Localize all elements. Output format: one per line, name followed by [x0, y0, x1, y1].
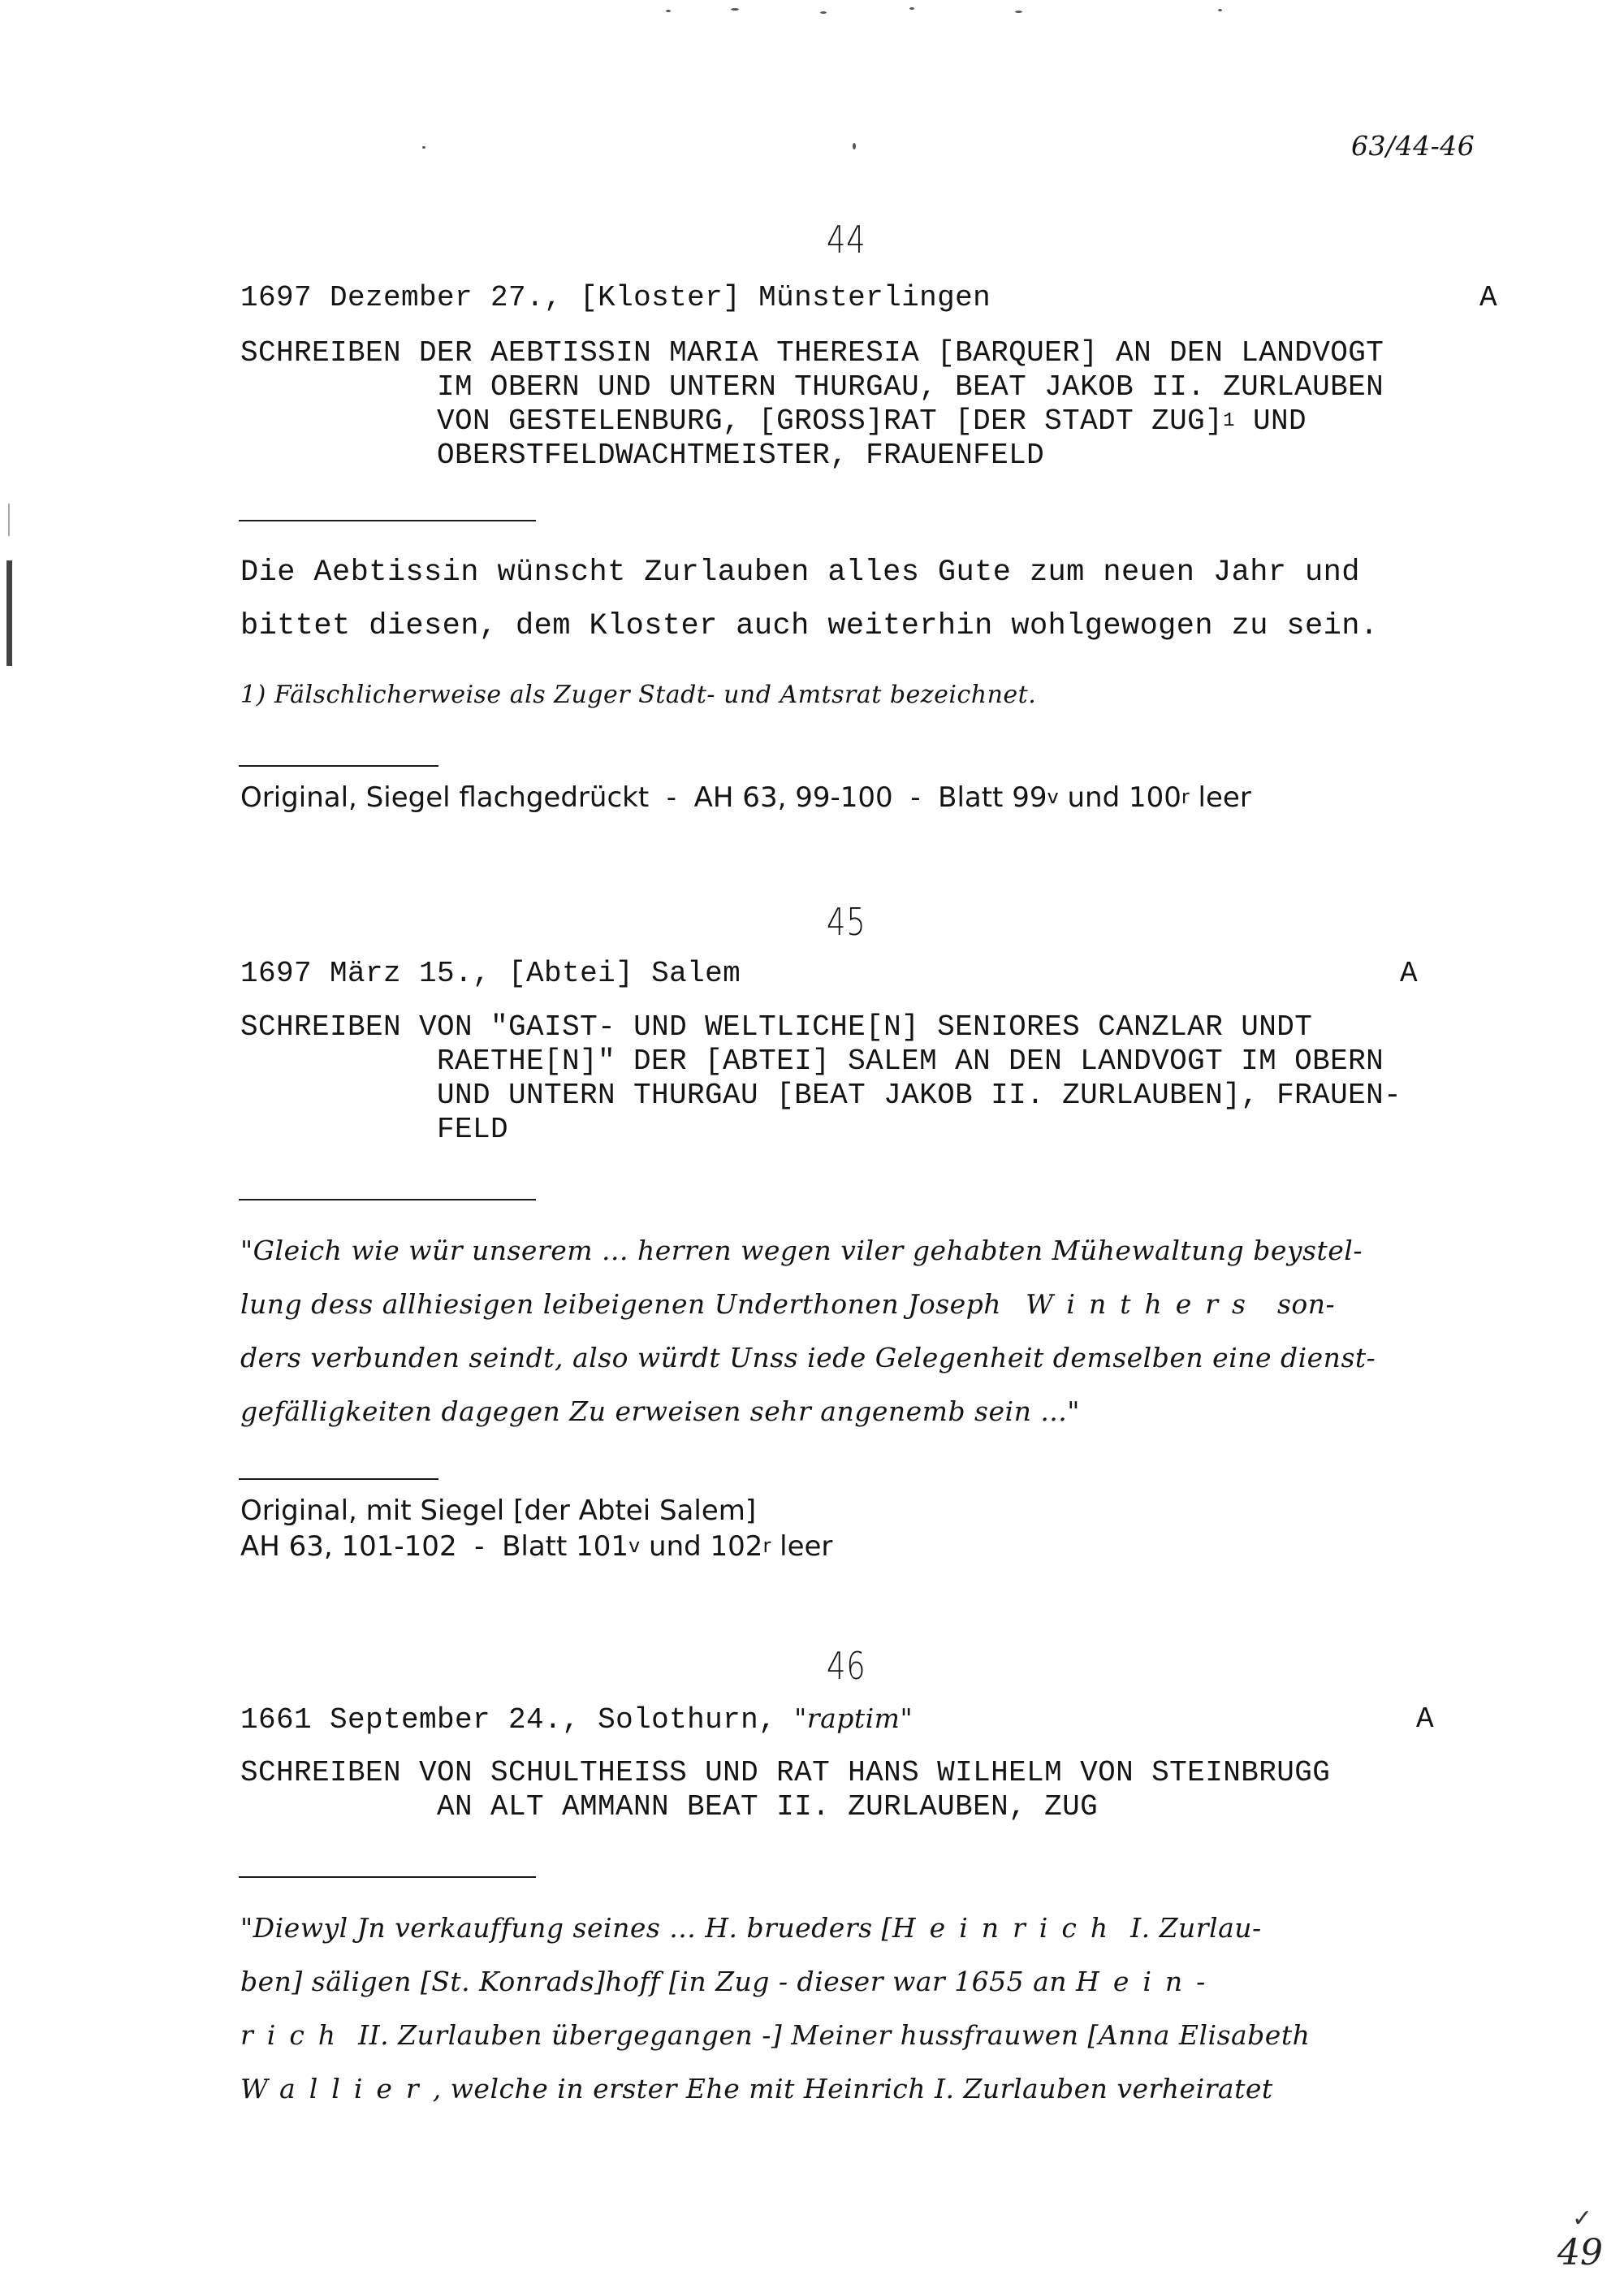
summary-line: Die Aebtissin wünscht Zurlauben alles Gute zum neuen Jahr und [240, 556, 1360, 590]
entry-title-line: SCHREIBEN VON SCHULTHEISS UND RAT HANS WILHELM VON STEINBRUGG [240, 1756, 1331, 1789]
quote-line: "Diewyl Jn verkauffung seines ... H. brueders [Heinrich I. Zurlau- [240, 1912, 1262, 1944]
entry-title-line: OBERSTFELDWACHTMEISTER, FRAUENFELD [437, 439, 1045, 472]
handwritten-page-mark: 49 [1557, 2232, 1603, 2273]
section-divider [239, 1478, 438, 1480]
quote-line: rich II. Zurlauben übergegangen -] Meiner hussfrauwen [Anna Elisabeth [240, 2019, 1311, 2051]
quote-line: lung dess allhiesigen leibeigenen Underthonen Joseph Winthers son- [240, 1288, 1336, 1320]
scan-speck [1015, 11, 1022, 13]
quote-line: ben] säligen [St. Konrads]hoff [in Zug - dieser war 1655 an Hein- [240, 1966, 1220, 1997]
spaced-name: Hein- [1076, 1966, 1220, 1997]
source-line: Original, Siegel flachgedrückt - AH 63, 99-100 - Blatt 99$^v$ und 100$^r$ leer [240, 781, 1251, 814]
scan-speck [422, 146, 425, 149]
section-divider [239, 1876, 536, 1878]
entry-title-line: UND UNTERN THURGAU [BEAT JAKOB II. ZURLAUBEN], FRAUEN- [437, 1079, 1402, 1112]
scan-speck [820, 11, 827, 14]
footnote-text: 1) Fälschlicherweise als Zuger Stadt- und Amtsrat bezeichnet. [240, 681, 1037, 709]
scan-speck [909, 7, 914, 10]
scan-edge-mark [8, 504, 10, 536]
quote-line: "Gleich wie wür unserem ... herren wegen viler gehabten Mühewaltung beystel- [240, 1235, 1363, 1266]
scan-speck [853, 143, 856, 149]
entry-number: 46 [827, 1644, 866, 1688]
quote-line: ders verbunden seindt, also würdt Unss iede Gelegenheit demselben eine dienst- [240, 1342, 1376, 1373]
entry-title-line: VON GESTELENBURG, [GROSS]RAT [DER STADT ZUG]$^1$ UND [437, 404, 1307, 438]
entry-title-line: AN ALT AMMANN BEAT II. ZURLAUBEN, ZUG [437, 1790, 1099, 1823]
entry-date: 1697 Dezember 27., [Kloster] Münsterlingen [240, 281, 991, 314]
entry-class: A [1479, 281, 1498, 314]
section-divider [239, 1199, 536, 1200]
quote-line: gefälligkeiten dagegen Zu erweisen sehr angenemb sein ..." [240, 1395, 1080, 1427]
spaced-name: rich [240, 2019, 350, 2051]
scan-speck [666, 10, 671, 12]
entry-date: 1697 März 15., [Abtei] Salem [240, 957, 741, 990]
spaced-name: Heinrich [892, 1912, 1122, 1944]
source-line: AH 63, 101-102 - Blatt 101$^v$ und 102$^r$ leer [240, 1530, 833, 1563]
entry-date: 1661 September 24., Solothurn, "raptim" [240, 1702, 914, 1737]
scan-edge-mark [6, 560, 12, 666]
spaced-name: Wallier [240, 2073, 433, 2104]
source-line: Original, mit Siegel [der Abtei Salem] [240, 1495, 757, 1527]
section-divider [239, 765, 438, 767]
entry-number: 44 [827, 218, 866, 262]
entry-title-line: RAETHE[N]" DER [ABTEI] SALEM AN DEN LANDVOGT IM OBERN [437, 1045, 1384, 1078]
scan-speck [1218, 9, 1222, 11]
entry-title-line: SCHREIBEN DER AEBTISSIN MARIA THERESIA [BARQUER] AN DEN LANDVOGT [240, 336, 1384, 370]
entry-title-line: SCHREIBEN VON "GAIST- UND WELTLICHE[N] SENIORES CANZLAR UNDT [240, 1010, 1313, 1044]
quote-line: Wallier, welche in erster Ehe mit Heinrich I. Zurlauben verheiratet [240, 2073, 1273, 2104]
summary-line: bittet diesen, dem Kloster auch weiterhin wohlgewogen zu sein. [240, 609, 1379, 643]
spaced-name: Winthers [1026, 1288, 1259, 1320]
scan-speck [731, 8, 739, 11]
entry-title-line: FELD [437, 1113, 509, 1146]
section-divider [239, 520, 536, 521]
entry-class: A [1400, 957, 1419, 990]
footnote-mark: 1 [1223, 410, 1235, 432]
entry-number: 45 [827, 900, 866, 944]
page-reference: 63/44-46 [1351, 130, 1475, 162]
check-mark: ✓ [1572, 2204, 1593, 2233]
entry-title-line: IM OBERN UND UNTERN THURGAU, BEAT JAKOB II. ZURLAUBEN [437, 370, 1384, 404]
entry-class: A [1416, 1702, 1435, 1736]
